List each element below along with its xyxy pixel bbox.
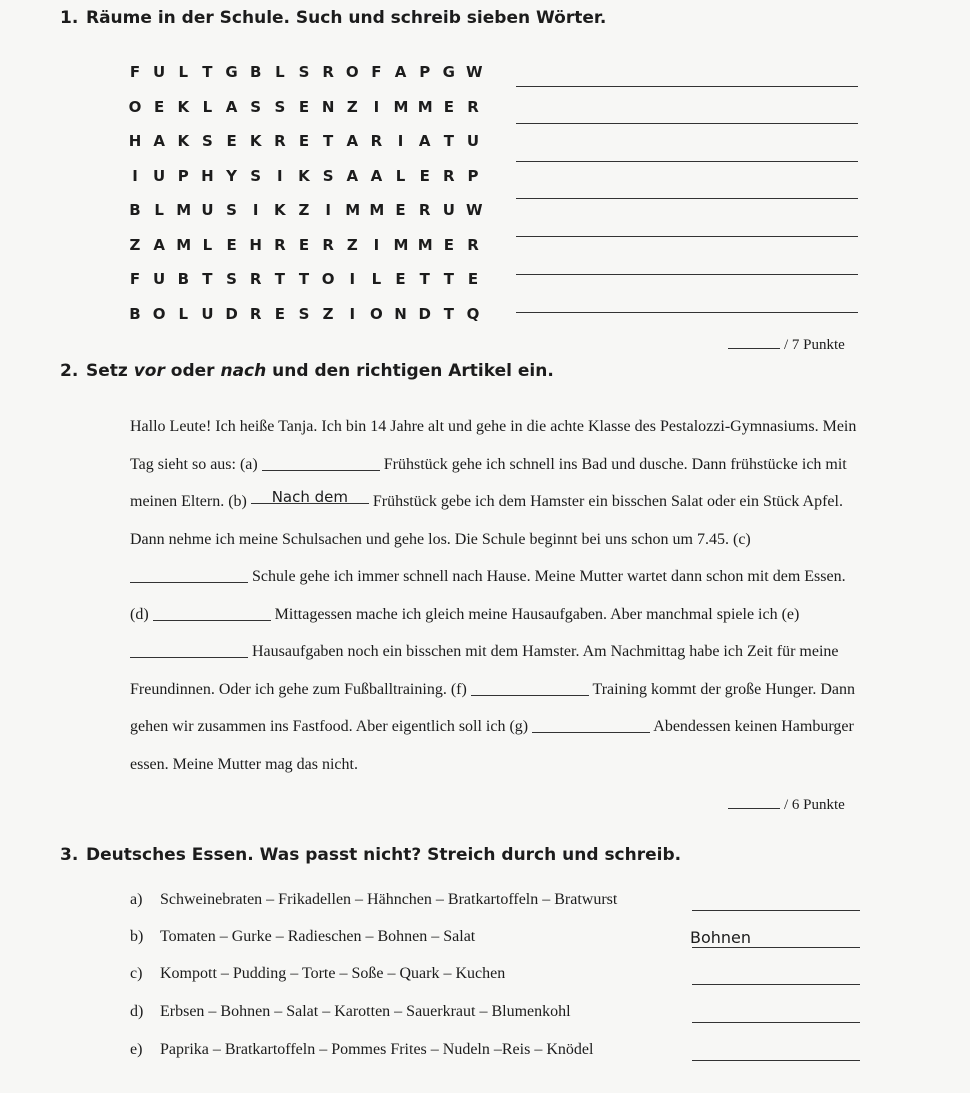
grid-letter: M bbox=[345, 201, 361, 219]
grid-letter: O bbox=[152, 304, 166, 323]
grid-letter: E bbox=[226, 235, 237, 254]
grid-letter: T bbox=[443, 270, 454, 288]
grid-letter: R bbox=[322, 235, 334, 254]
grid-letter: S bbox=[298, 304, 310, 323]
section-3-title: Deutsches Essen. Was passt nicht? Streich durch und schreib. bbox=[86, 845, 682, 865]
grid-letter: L bbox=[395, 166, 406, 185]
grid-letter: B bbox=[177, 270, 189, 288]
story-text: Mittagessen mache ich gleich meine Hausaufgaben. Aber manchmal spiele ich (e) bbox=[270, 605, 800, 623]
grid-letter: E bbox=[298, 97, 310, 116]
item-answer-line[interactable] bbox=[692, 1041, 860, 1061]
grid-letter: K bbox=[298, 166, 310, 185]
grid-letter: U bbox=[153, 270, 166, 288]
item-answer-line[interactable] bbox=[692, 891, 860, 911]
grid-letter: I bbox=[252, 201, 259, 219]
food-item bbox=[130, 1003, 860, 1027]
section-2-number: 2. bbox=[60, 361, 79, 381]
grid-letter: T bbox=[274, 270, 285, 288]
grid-letter: M bbox=[417, 235, 433, 254]
section-2-title-c: und den richtigen Artikel ein. bbox=[266, 361, 554, 381]
gap-g[interactable] bbox=[532, 714, 650, 733]
grid-letter: S bbox=[274, 97, 286, 116]
grid-letter: Z bbox=[346, 97, 358, 116]
item-text: Erbsen – Bohnen – Salat – Karotten – Sauerkraut – Blumenkohl bbox=[160, 1003, 571, 1020]
item-text: Kompott – Pudding – Torte – Soße – Quark – Kuchen bbox=[160, 965, 506, 982]
grid-letter: O bbox=[321, 270, 335, 288]
grid-letter: Z bbox=[346, 235, 358, 254]
story-paragraph bbox=[130, 408, 865, 783]
grid-letter: F bbox=[129, 270, 141, 288]
word-answer-line[interactable] bbox=[516, 123, 858, 124]
grid-letter: U bbox=[466, 132, 480, 150]
grid-letter: P bbox=[177, 166, 189, 185]
grid-letter: S bbox=[226, 201, 237, 219]
grid-letter: U bbox=[201, 304, 214, 323]
item-text: Schweinebraten – Frikadellen – Hähnchen – Bratkartoffeln – Bratwurst bbox=[160, 891, 618, 908]
grid-letter: E bbox=[298, 132, 310, 150]
grid-letter: I bbox=[397, 132, 404, 150]
grid-letter: R bbox=[274, 235, 286, 254]
grid-letter: M bbox=[393, 97, 409, 116]
score-blank[interactable] bbox=[728, 808, 780, 809]
grid-letter: A bbox=[153, 132, 165, 150]
grid-letter: T bbox=[443, 132, 454, 150]
gap-c[interactable] bbox=[130, 564, 248, 583]
grid-letter: R bbox=[322, 63, 334, 81]
grid-letter: M bbox=[417, 97, 433, 116]
grid-letter: S bbox=[202, 132, 213, 150]
grid-letter: Q bbox=[466, 304, 480, 323]
grid-row bbox=[128, 132, 480, 150]
item-answer-line[interactable] bbox=[692, 1003, 860, 1023]
item-letter: e) bbox=[130, 1041, 143, 1058]
section-2-title-a: Setz bbox=[86, 361, 134, 381]
grid-letter: U bbox=[201, 201, 214, 219]
word-answer-line[interactable] bbox=[516, 86, 858, 87]
gap-f[interactable] bbox=[471, 677, 589, 696]
story-text: Hallo Leute! Ich heiße Tanja. Ich bin 14 Jahre alt und gehe in die achte Klasse des Pestalozzi-Gymnasiums. Mein Tag sieht so aus: (a) bbox=[130, 418, 857, 473]
section-2-score: / 6 Punkte bbox=[728, 797, 845, 814]
grid-letter: F bbox=[129, 63, 141, 81]
section-2-title-b: oder bbox=[164, 361, 221, 381]
food-item bbox=[130, 1041, 860, 1065]
grid-letter: R bbox=[467, 97, 479, 116]
grid-letter: U bbox=[442, 201, 455, 219]
grid-letter: R bbox=[467, 235, 479, 254]
grid-letter: T bbox=[202, 63, 213, 81]
gap-b[interactable] bbox=[251, 485, 369, 504]
grid-letter: T bbox=[323, 132, 334, 150]
grid-row bbox=[128, 167, 480, 185]
grid-letter: P bbox=[419, 63, 431, 81]
food-item bbox=[130, 891, 860, 915]
food-item bbox=[130, 965, 860, 989]
grid-letter: B bbox=[129, 304, 141, 323]
grid-letter: S bbox=[250, 97, 262, 116]
grid-letter: A bbox=[153, 235, 165, 254]
grid-letter: E bbox=[226, 132, 237, 150]
grid-letter: G bbox=[225, 63, 238, 81]
grid-letter: Z bbox=[322, 304, 334, 323]
grid-letter: I bbox=[373, 97, 380, 116]
gap-e[interactable] bbox=[130, 639, 248, 658]
grid-letter: I bbox=[132, 166, 138, 185]
grid-letter: I bbox=[349, 304, 356, 323]
section-1-number: 1. bbox=[60, 8, 79, 28]
gap-d[interactable] bbox=[153, 602, 271, 621]
story-text: Abendessen keinen Hamburger essen. Meine Mutter mag das nicht. bbox=[130, 718, 854, 773]
grid-letter: M bbox=[369, 201, 385, 219]
story-text: Frühstück gehe ich schnell ins Bad und dusche. Dann frühstücke ich mit meinen Eltern. (b) bbox=[130, 455, 847, 510]
story-text: Training kommt der große Hunger. Dann gehen wir zusammen ins Fastfood. Aber eigentlich soll ich (g) bbox=[130, 680, 855, 735]
grid-letter: I bbox=[373, 235, 380, 254]
grid-letter: M bbox=[393, 235, 409, 254]
grid-letter: W bbox=[465, 201, 483, 219]
grid-letter: O bbox=[128, 97, 142, 116]
grid-letter: T bbox=[298, 270, 310, 288]
grid-row bbox=[128, 236, 480, 254]
grid-letter: K bbox=[249, 132, 262, 150]
word-answer-line[interactable] bbox=[516, 274, 858, 275]
grid-letter: L bbox=[371, 270, 382, 288]
grid-letter: U bbox=[153, 63, 166, 81]
grid-letter: L bbox=[178, 304, 189, 323]
grid-letter: O bbox=[370, 304, 383, 323]
grid-letter: T bbox=[443, 304, 454, 323]
grid-letter: L bbox=[202, 235, 213, 254]
item-letter: c) bbox=[130, 965, 143, 982]
word-answer-line[interactable] bbox=[516, 236, 858, 237]
grid-letter: I bbox=[325, 201, 331, 219]
grid-letter: E bbox=[395, 270, 406, 288]
section-2-title-nach: nach bbox=[220, 361, 267, 381]
grid-letter: N bbox=[321, 97, 335, 116]
grid-letter: I bbox=[277, 166, 283, 185]
grid-letter: E bbox=[419, 166, 430, 185]
grid-letter: R bbox=[418, 201, 431, 219]
food-item bbox=[130, 928, 860, 952]
story-text: Frühstück gebe ich dem Hamster ein bisschen Salat oder ein Stück Apfel. Dann nehme ich meine Schulsachen und gehe los. Die Schule beginnt bei uns schon um 7.45. (c) bbox=[130, 493, 843, 548]
grid-letter: A bbox=[346, 166, 359, 185]
grid-letter: A bbox=[225, 97, 238, 116]
grid-row bbox=[128, 201, 483, 219]
item-letter: a) bbox=[130, 891, 143, 908]
grid-letter: E bbox=[467, 270, 479, 288]
grid-letter: A bbox=[418, 132, 431, 150]
grid-letter: Z bbox=[298, 201, 310, 219]
item-text: Paprika – Bratkartoffeln – Pommes Frites – Nudeln –Reis – Knödel bbox=[160, 1041, 594, 1058]
grid-letter: U bbox=[153, 166, 166, 185]
grid-letter: E bbox=[274, 304, 285, 323]
item-answer: Bohnen bbox=[690, 928, 752, 947]
grid-letter: A bbox=[370, 166, 383, 185]
section-1-title: Räume in der Schule. Such und schreib sieben Wörter. bbox=[86, 8, 607, 28]
grid-row bbox=[128, 305, 480, 323]
section-2-title-vor: vor bbox=[133, 361, 165, 381]
grid-letter: R bbox=[443, 166, 455, 185]
grid-letter: T bbox=[202, 270, 213, 288]
word-answer-line[interactable] bbox=[516, 312, 858, 313]
grid-letter: S bbox=[298, 63, 310, 81]
grid-letter: O bbox=[345, 63, 359, 81]
grid-letter: N bbox=[394, 304, 407, 323]
grid-letter: Y bbox=[226, 166, 237, 185]
grid-letter: R bbox=[274, 132, 286, 150]
item-letter: d) bbox=[130, 1003, 144, 1020]
grid-letter: S bbox=[226, 270, 237, 288]
grid-letter: E bbox=[443, 97, 454, 116]
grid-letter: S bbox=[250, 166, 262, 185]
word-answer-line[interactable] bbox=[516, 161, 858, 162]
grid-letter: L bbox=[202, 97, 213, 116]
grid-row bbox=[128, 63, 483, 81]
grid-letter: S bbox=[322, 166, 334, 185]
section-1-score: / 7 Punkte bbox=[728, 337, 845, 354]
section-3-number: 3. bbox=[60, 845, 79, 865]
grid-letter: D bbox=[418, 304, 431, 323]
grid-letter: L bbox=[154, 201, 164, 219]
grid-row bbox=[128, 98, 480, 116]
grid-letter: L bbox=[178, 63, 189, 81]
grid-letter: R bbox=[249, 304, 262, 323]
grid-letter: W bbox=[465, 63, 483, 81]
gap-answer: Nach dem bbox=[271, 488, 348, 506]
item-letter: b) bbox=[130, 928, 144, 945]
grid-letter: F bbox=[371, 63, 382, 81]
grid-letter: T bbox=[419, 270, 430, 288]
gap-a[interactable] bbox=[262, 452, 380, 471]
grid-letter: Z bbox=[129, 235, 141, 254]
grid-letter: K bbox=[177, 132, 190, 150]
grid-letter: L bbox=[275, 63, 285, 81]
grid-letter: A bbox=[346, 132, 359, 150]
grid-letter: E bbox=[395, 201, 406, 219]
grid-letter: G bbox=[442, 63, 455, 81]
grid-letter: M bbox=[176, 235, 192, 254]
grid-letter: B bbox=[249, 63, 262, 81]
section-2-heading bbox=[60, 361, 554, 381]
grid-letter: K bbox=[274, 201, 286, 219]
item-text: Tomaten – Gurke – Radieschen – Bohnen – Salat bbox=[160, 928, 476, 945]
grid-letter: I bbox=[349, 270, 356, 288]
grid-letter: R bbox=[249, 270, 262, 288]
grid-letter: E bbox=[298, 235, 310, 254]
grid-letter: E bbox=[443, 235, 454, 254]
grid-letter: H bbox=[249, 235, 262, 254]
story-text: Hausaufgaben noch ein bisschen mit dem Hamster. Am Nachmittag habe ich Zeit für meine Freundinnen. Oder ich gehe zum Fußballtraining. (f) bbox=[130, 643, 839, 698]
grid-letter: M bbox=[176, 201, 192, 219]
section-3-heading bbox=[60, 845, 681, 865]
grid-letter: H bbox=[201, 166, 214, 185]
item-answer-line[interactable] bbox=[692, 928, 860, 948]
grid-row bbox=[128, 270, 480, 288]
story-text: Schule gehe ich immer schnell nach Hause. Meine Mutter wartet dann schon mit dem Essen. (d) bbox=[130, 568, 846, 623]
item-answer-line[interactable] bbox=[692, 965, 860, 985]
grid-letter: P bbox=[467, 166, 479, 185]
grid-letter: H bbox=[128, 132, 142, 150]
grid-letter: R bbox=[370, 132, 383, 150]
score-blank[interactable] bbox=[728, 348, 780, 349]
grid-letter: K bbox=[177, 97, 190, 116]
grid-letter: E bbox=[154, 97, 165, 116]
grid-letter: D bbox=[225, 304, 238, 323]
word-answer-line[interactable] bbox=[516, 198, 858, 199]
grid-letter: B bbox=[129, 201, 141, 219]
grid-letter: A bbox=[394, 63, 407, 81]
section-1-heading bbox=[60, 8, 606, 28]
